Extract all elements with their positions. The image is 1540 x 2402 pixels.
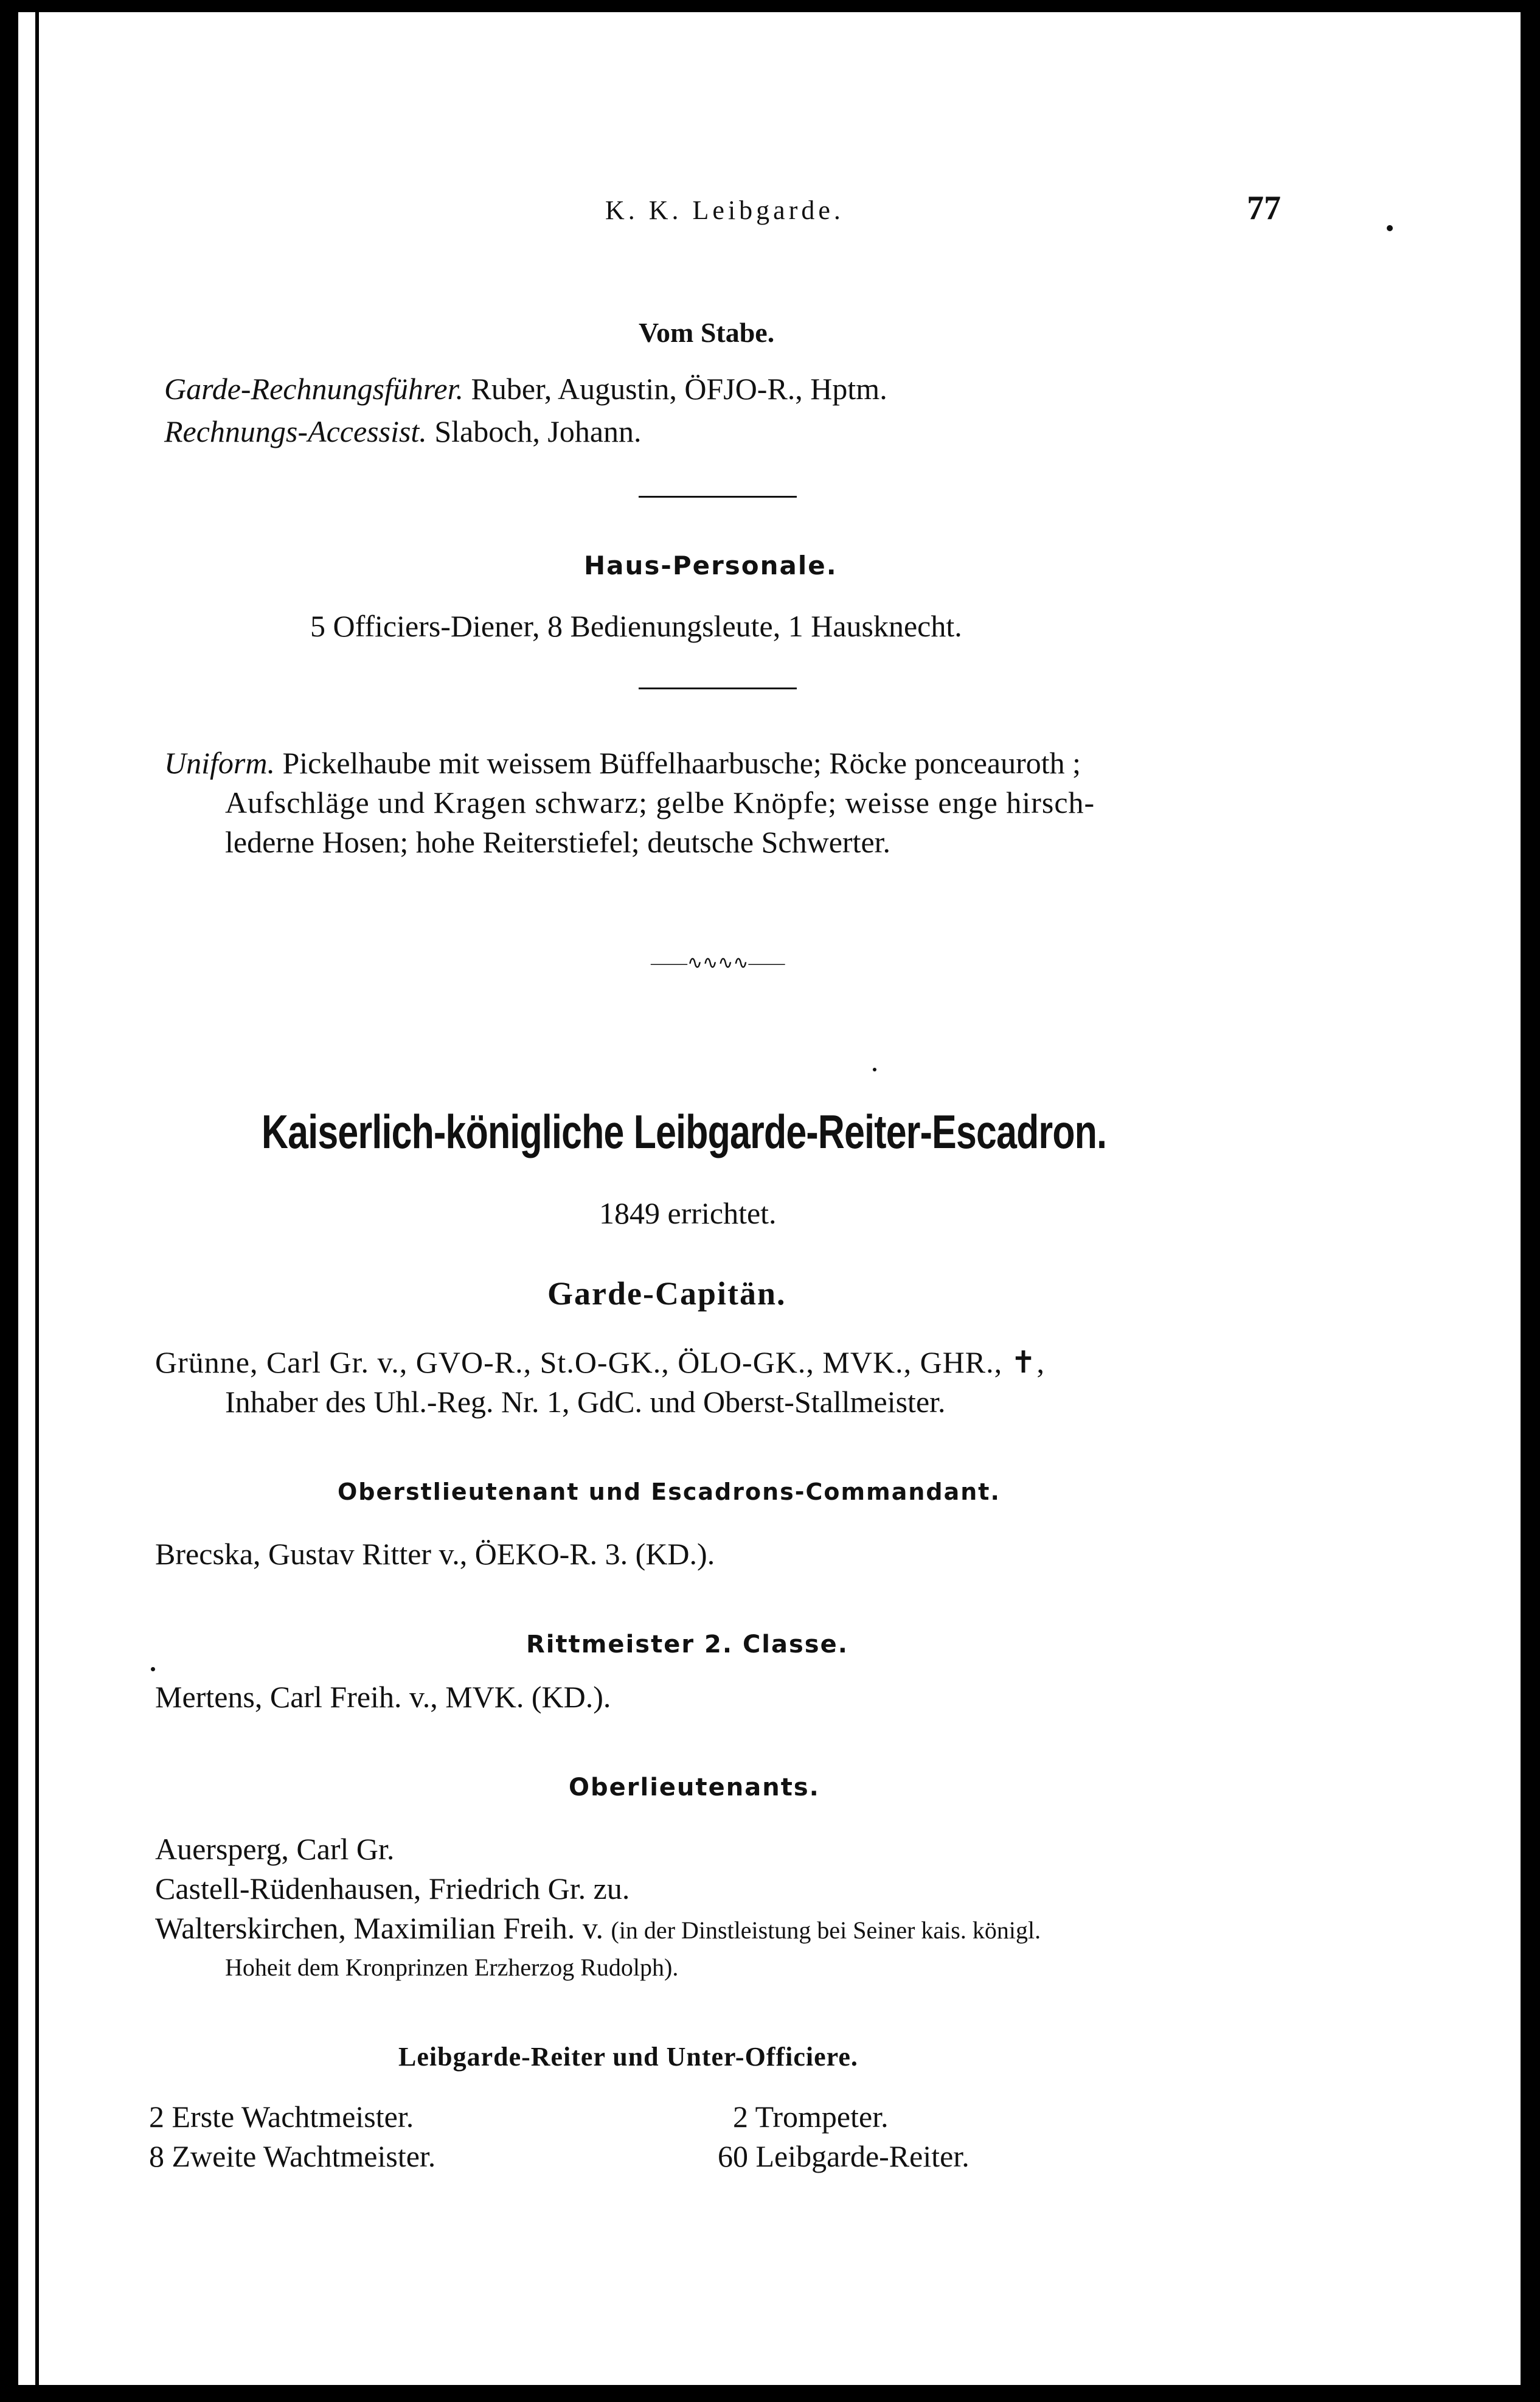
oberlieutenant-2: Castell-Rüdenhausen, Friedrich Gr. zu. [155,1871,630,1906]
escadron-founded: 1849 errichtet. [599,1196,777,1230]
reiter-left-1: 2 Erste Wachtmeister. [149,2100,414,2134]
reiter-right-1: 2 Trompeter. [733,2100,889,2134]
stab-heading: Vom Stabe. [639,317,775,348]
oberlieutenant-3-note: (in der Dinstleistung bei Seiner kais. königl. [611,1916,1041,1944]
oberstleutnant-heading: Oberstlieutenant und Escadrons-Commandant. [338,1478,1001,1505]
page-gutter-line [35,0,39,2385]
ornament: ——∿∿∿∿—— [651,953,785,973]
divider-2 [639,688,797,689]
running-title: K. K. Leibgarde. [605,195,844,225]
reiter-left-2: 8 Zweite Wachtmeister. [149,2139,436,2173]
divider-1 [639,496,797,498]
oberlieutenants-heading: Oberlieutenants. [569,1774,820,1801]
stab-role-2: Rechnungs-Accessist. [164,414,427,448]
stab-line-2 [164,414,642,449]
page-number: 77 [1247,189,1281,227]
oberstleutnant-text: Brecska, Gustav Ritter v., ÖEKO-R. 3. (KD.). [155,1537,715,1571]
haus-text: 5 Officiers-Diener, 8 Bedienungsleute, 1 Hausknecht. [310,609,962,643]
stab-text-2: Slaboch, Johann. [434,414,642,448]
stab-text-1: Ruber, Augustin, ÖFJO-R., Hptm. [471,372,887,406]
rittmeister-heading: Rittmeister 2. Classe. [526,1631,848,1659]
capitaen-line-1: Grünne, Carl Gr. v., GVO-R., St.O-GK., ÖLO-GK., MVK., GHR., ✝, [155,1345,1046,1379]
rittmeister-text: Mertens, Carl Freih. v., MVK. (KD.). [155,1680,611,1714]
oberlieutenant-1: Auersperg, Carl Gr. [155,1832,395,1866]
oberlieutenant-3 [155,1910,1041,1946]
speck [151,1667,155,1671]
oberlieutenant-3-note-cont: Hoheit dem Kronprinzen Erzherzog Rudolph). [225,1954,679,1981]
uniform-label: Uniform. [164,746,275,780]
uniform-text-1: Pickelhaube mit weissem Büffelhaarbusche; Röcke ponceauroth ; [282,746,1081,780]
speck [1387,225,1393,231]
document-page [18,12,1521,2385]
oberlieutenant-3-name: Walterskirchen, Maximilian Freih. v. [155,1911,603,1945]
uniform-line-3: lederne Hosen; hohe Reiterstiefel; deutsche Schwerter. [225,825,891,859]
uniform-line-2: Aufschläge und Kragen schwarz; gelbe Knöpfe; weisse enge hirsch- [225,785,1095,820]
escadron-title: Kaiserlich-königliche Leibgarde-Reiter-Escadron. [262,1105,1107,1158]
capitaen-heading: Garde-Capitän. [547,1275,786,1312]
stab-role-1: Garde-Rechnungsführer. [164,372,464,406]
speck [873,1068,876,1071]
haus-heading: Haus-Personale. [584,551,838,580]
uniform-line-1 [164,745,1081,781]
stab-line-1 [164,371,887,406]
capitaen-line-2: Inhaber des Uhl.-Reg. Nr. 1, GdC. und Oberst-Stallmeister. [225,1385,946,1419]
reiter-right-2: 60 Leibgarde-Reiter. [718,2139,969,2173]
reiter-heading: Leibgarde-Reiter und Unter-Officiere. [398,2042,858,2072]
